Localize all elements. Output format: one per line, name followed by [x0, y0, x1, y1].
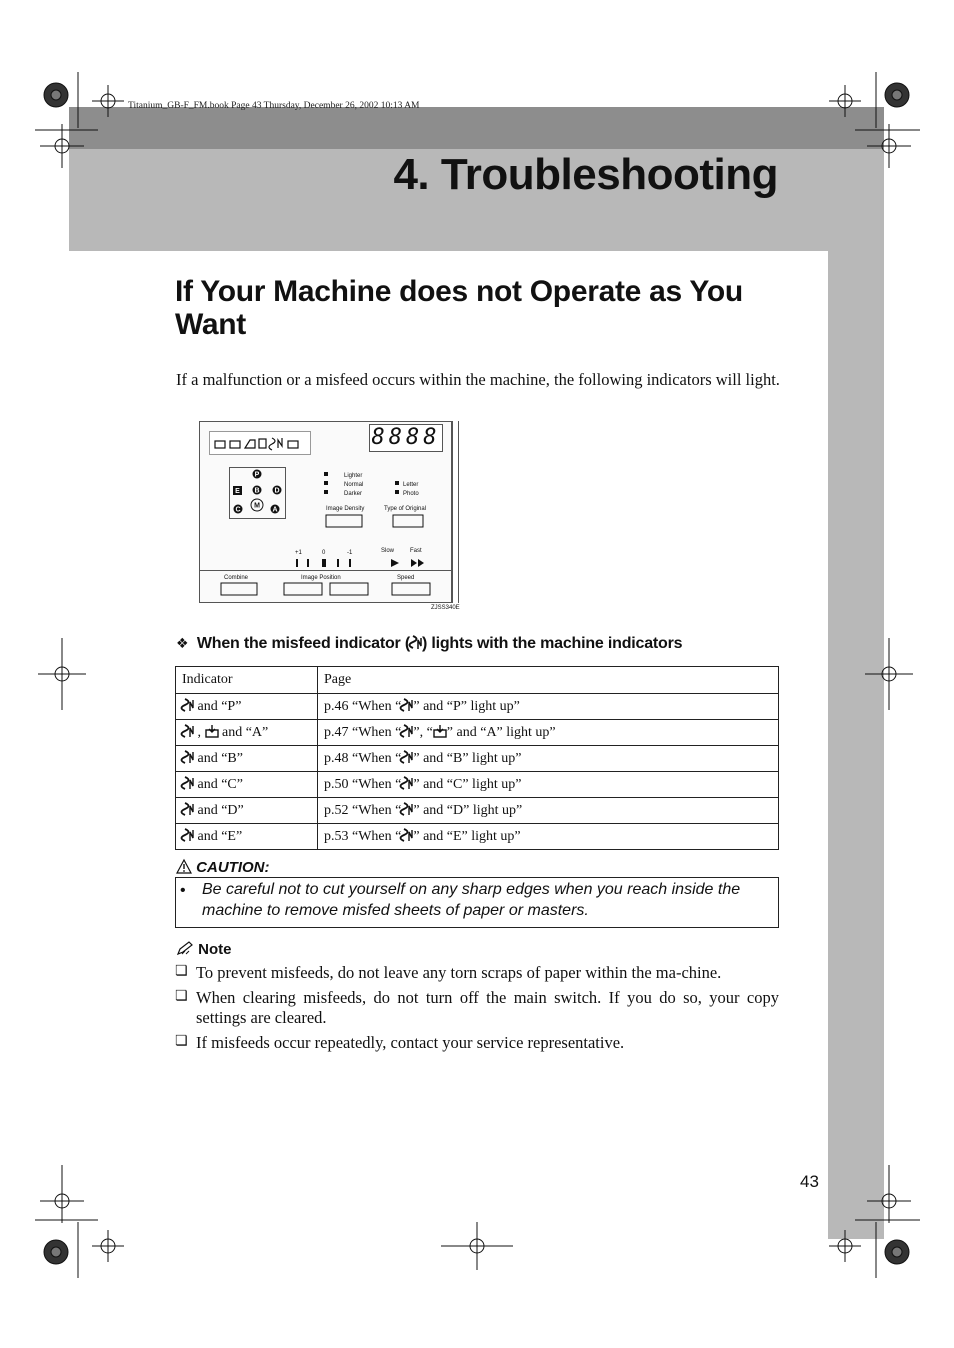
header-page: Page [318, 667, 779, 694]
paper-end-icon [245, 440, 255, 448]
location-e: E [235, 488, 240, 495]
page-ref-text: ” and “A” light up” [446, 725, 556, 740]
density-darker: Darker [344, 491, 363, 497]
misfeed-icon [182, 802, 194, 816]
note-text: To prevent misfeeds, do not leave any torn scraps of paper within the ma-chine. [196, 963, 722, 982]
note-text: When clearing misfeeds, do not turn off the main switch. If you do so, your copy settings are cleared. [196, 988, 779, 1027]
page-ref-text: ”, “ [413, 725, 433, 740]
subheading-after: ) lights with the machine indicators [421, 635, 683, 652]
page-ref-text: ” and “C” light up” [413, 777, 522, 792]
indicator-icons [210, 432, 310, 454]
location-a: A [272, 506, 278, 514]
tray-icon [215, 441, 225, 448]
location-m: M [254, 502, 260, 510]
density-lighter: Lighter [344, 473, 363, 479]
note-title: Note [198, 941, 232, 958]
header-indicator: Indicator [176, 667, 318, 694]
misfeed-icon [182, 828, 194, 842]
table-row [176, 772, 779, 798]
misfeed-icon [182, 724, 194, 738]
note-heading [176, 941, 232, 958]
original-photo: Photo [403, 491, 419, 497]
page-ref-text: ” and “B” light up” [413, 751, 522, 766]
image-position-label: Image Position [301, 575, 341, 581]
page-ref-text: ” and “P” light up” [413, 699, 520, 714]
speed-label: Speed [397, 575, 415, 581]
indicator-text: and “B” [194, 751, 243, 766]
master-tray-icon [205, 724, 219, 738]
table-row [176, 798, 779, 824]
table-row [176, 746, 779, 772]
counter-digits: 8888 [371, 425, 441, 450]
section-title: If Your Machine does not Operate as You Want [175, 275, 743, 341]
page-ref-text: p.53 “When “ [324, 829, 402, 844]
note-item [175, 963, 779, 983]
density-normal: Normal [344, 482, 364, 488]
page-ref-text: p.52 “When “ [324, 803, 402, 818]
slow-label: Slow [381, 548, 395, 554]
misfeed-icon [401, 776, 413, 790]
table-row [176, 824, 779, 850]
pencil-icon [176, 941, 194, 956]
page-ref-text: p.50 “When “ [324, 777, 402, 792]
table-header-row [176, 667, 779, 694]
location-b: B [254, 487, 260, 495]
page-ref-text: ” and “E” light up” [413, 829, 521, 844]
note-list [175, 963, 779, 1053]
misfeed-icon [401, 802, 413, 816]
table-row [176, 720, 779, 746]
page-number: 43 [800, 1172, 819, 1191]
master-icon [230, 441, 240, 448]
page-ref-text: p.46 “When “ [324, 699, 402, 714]
misfeed-icon [182, 776, 194, 790]
indicator-icon-box [209, 431, 311, 455]
indicator-table [175, 666, 779, 850]
misfeed-icon [182, 750, 194, 764]
checkbox-icon: ❏ [175, 988, 188, 1004]
drum-icon [288, 441, 298, 448]
misfeed-icon [410, 635, 422, 650]
control-panel-figure [199, 421, 459, 616]
misfeed-icon [269, 438, 275, 450]
checkbox-icon: ❏ [175, 1033, 188, 1049]
page-ref-text: p.47 “When “ [324, 725, 402, 740]
intro-paragraph: If a malfunction or a misfeed occurs within the machine, the following indicators will light. [176, 370, 780, 389]
caution-text: Be careful not to cut yourself on any sharp edges when you reach inside the machine to remove misfed sheets of paper or masters. [202, 881, 741, 919]
scale-zero: 0 [322, 550, 326, 556]
misfeed-icon [401, 750, 413, 764]
chapter-title: 4. Troubleshooting [393, 150, 778, 199]
misfeed-icon [401, 698, 413, 712]
misfeed-icon [401, 724, 413, 738]
combine-label: Combine [224, 575, 249, 581]
caution-heading [176, 859, 270, 876]
file-info: Titanium_GB-F_FM.book Page 43 Thursday, December 26, 2002 10:13 AM [128, 101, 420, 111]
indicator-text: and “A” [218, 725, 269, 740]
caution-title: CAUTION: [196, 859, 270, 876]
checkbox-icon: ❏ [175, 963, 188, 979]
indicator-text: and “P” [194, 699, 242, 714]
caution-box [175, 877, 779, 928]
indicator-text: and “E” [194, 829, 243, 844]
location-p: P [254, 471, 260, 479]
table-row [176, 694, 779, 720]
indicator-text: and “C” [194, 777, 243, 792]
image-density-label: Image Density [326, 506, 365, 512]
location-d: D [274, 487, 280, 495]
misfeed-subheading [176, 635, 682, 653]
master-tray-icon [433, 724, 447, 738]
scale-plus1: +1 [295, 550, 302, 556]
note-item [175, 988, 779, 1028]
page-ref-text: p.48 “When “ [324, 751, 402, 766]
diamond-icon: ❖ [176, 635, 189, 651]
indicator-text: , [194, 725, 205, 740]
original-letter: Letter [403, 482, 419, 488]
fast-label: Fast [410, 548, 422, 554]
counter-display [369, 424, 443, 452]
indicator-text: and “D” [194, 803, 244, 818]
note-text: If misfeeds occur repeatedly, contact your service representative. [196, 1033, 625, 1052]
note-item [175, 1033, 779, 1053]
figure-code: ZJSS340E [431, 605, 460, 611]
location-c: C [235, 506, 241, 514]
type-of-original-label: Type of Original [384, 506, 427, 512]
caution-bullet: • [180, 882, 186, 899]
page-ref-text: ” and “D” light up” [413, 803, 523, 818]
misfeed-icon [401, 828, 413, 842]
panel-bottom-svg [199, 566, 451, 601]
panel-right-edge [451, 421, 459, 603]
subheading-before: When the misfeed indicator ( [196, 635, 410, 652]
misfeed-icon [182, 698, 194, 712]
scale-minus1: -1 [347, 550, 353, 556]
cover-icon [259, 439, 266, 448]
warning-icon [176, 859, 192, 874]
